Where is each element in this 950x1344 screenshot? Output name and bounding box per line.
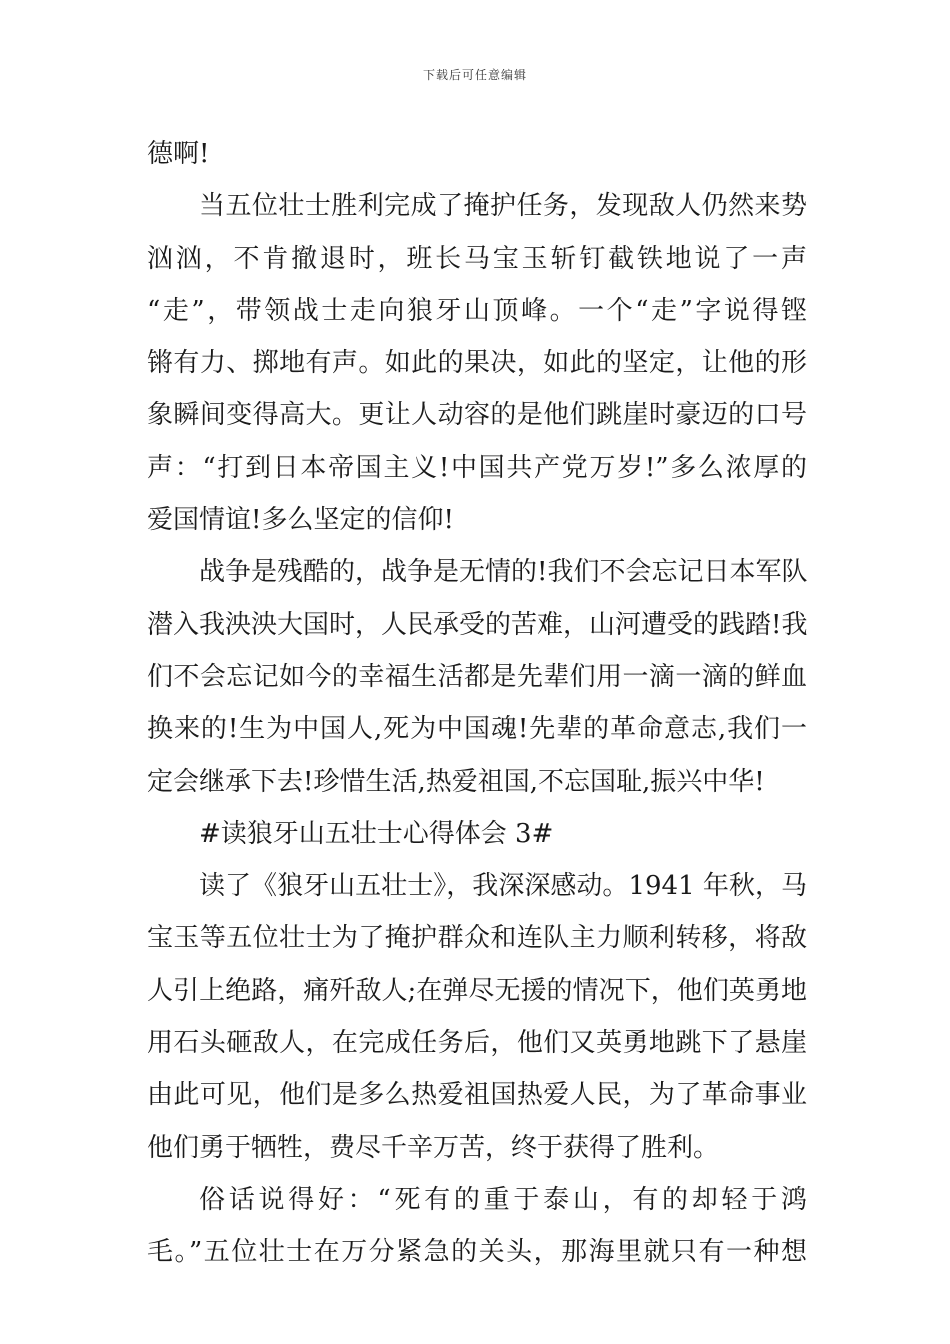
text-line: 象瞬间变得高大。更让人动容的是他们跳崖时豪迈的口号 (147, 400, 807, 431)
text-line: 声：“打到日本帝国主义!中国共产党万岁!”多么浓厚的 (147, 452, 807, 483)
text-line: “走”，带领战士走向狼牙山顶峰。一个“走”字说得铿 (147, 295, 807, 326)
text-line: 由此可见，他们是多么热爱祖国热爱人民，为了革命事业 (147, 1080, 807, 1111)
text-line: 宝玉等五位壮士为了掩护群众和连队主力顺利转移，将敌 (147, 923, 807, 954)
text-line: 俗话说得好：“死有的重于泰山，有的却轻于鸿 (199, 1184, 807, 1215)
text-line: 们不会忘记如今的幸福生活都是先辈们用一滴一滴的鲜血 (147, 661, 807, 692)
text-line: 用石头砸敌人，在完成任务后，他们又英勇地跳下了悬崖 (147, 1028, 807, 1059)
text-line: 换来的!生为中国人,死为中国魂!先辈的革命意志,我们一 (147, 714, 807, 745)
text-line: 读了《狼牙山五壮士》，我深深感动。1941 年秋，马 (199, 871, 807, 902)
text-line: 德啊! (147, 139, 210, 169)
page-header: 下载后可任意编辑 (422, 68, 527, 82)
text-line: 爱国情谊!多么坚定的信仰! (147, 505, 454, 536)
text-line: 汹汹，不肯撤退时，班长马宝玉斩钉截铁地说了一声 (147, 243, 807, 274)
text-line: 定会继承下去!珍惜生活,热爱祖国,不忘国耻,振兴中华! (147, 766, 765, 797)
text-line: 战争是残酷的，战争是无情的!我们不会忘记日本军队 (199, 557, 808, 588)
text-line: 毛。”五位壮士在万分紧急的关头，那海里就只有一种想 (147, 1237, 807, 1268)
section-heading: #读狼牙山五壮士心得体会 3# (199, 818, 554, 849)
text-line: 潜入我泱泱大国时，人民承受的苦难，山河遭受的践踏!我 (147, 609, 808, 640)
text-line: 他们勇于牺牲，费尽千辛万苦，终于获得了胜利。 (147, 1132, 720, 1163)
document-body (147, 128, 807, 1279)
text-line: 锵有力、掷地有声。如此的果决，如此的坚定，让他的形 (147, 348, 807, 379)
text-line: 当五位壮士胜利完成了掩护任务，发现敌人仍然来势 (199, 191, 807, 222)
text-line: 人引上绝路，痛歼敌人;在弹尽无援的情况下，他们英勇地 (147, 975, 807, 1006)
